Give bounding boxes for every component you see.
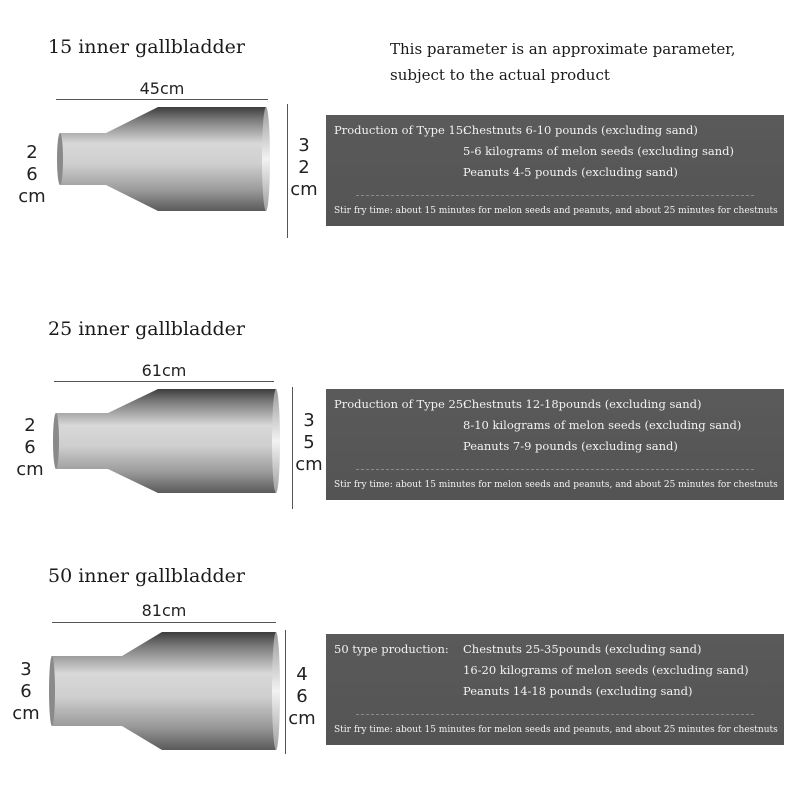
- outlet-dimension-line: [292, 387, 293, 509]
- production-label: 50 type production:: [334, 642, 449, 656]
- panel-divider: [356, 195, 754, 196]
- capacity-peanuts: Peanuts 14-18 pounds (excluding sand): [463, 684, 693, 698]
- capacity-melon-seeds: 8-10 kilograms of melon seeds (excluding sand): [463, 418, 742, 432]
- production-panel: [326, 389, 784, 500]
- length-dimension-line: [56, 99, 268, 100]
- length-label: 61cm: [141, 361, 187, 380]
- inlet-diameter-label: 3 6 cm: [12, 659, 40, 724]
- drum-diagram: [48, 628, 284, 754]
- drum-diagram: [52, 385, 282, 497]
- outlet-diameter-label: 3 2 cm: [290, 135, 318, 200]
- capacity-chestnuts: Chestnuts 12-18pounds (excluding sand): [463, 397, 702, 411]
- stir-fry-time: Stir fry time: about 15 minutes for melon seeds and peanuts, and about 25 minutes for chestnuts: [334, 725, 778, 735]
- production-label: Production of Type 15:: [334, 123, 467, 137]
- production-label: Production of Type 25:: [334, 397, 467, 411]
- length-dimension-line: [52, 622, 276, 623]
- outlet-dimension-line: [285, 630, 286, 754]
- capacity-melon-seeds: 16-20 kilograms of melon seeds (excluding sand): [463, 663, 749, 677]
- section-title: 25 inner gallbladder: [48, 318, 245, 340]
- stir-fry-time: Stir fry time: about 15 minutes for melon seeds and peanuts, and about 25 minutes for chestnuts: [334, 480, 778, 490]
- capacity-chestnuts: Chestnuts 25-35pounds (excluding sand): [463, 642, 702, 656]
- production-panel: [326, 115, 784, 226]
- length-label: 45cm: [139, 79, 185, 98]
- capacity-melon-seeds: 5-6 kilograms of melon seeds (excluding sand): [463, 144, 735, 158]
- production-panel: [326, 634, 784, 745]
- inlet-diameter-label: 2 6 cm: [16, 415, 44, 480]
- stir-fry-time: Stir fry time: about 15 minutes for melon seeds and peanuts, and about 25 minutes for chestnuts: [334, 206, 778, 216]
- length-dimension-line: [54, 381, 274, 382]
- panel-divider: [356, 469, 754, 470]
- disclaimer-note: [390, 36, 736, 88]
- panel-divider: [356, 714, 754, 715]
- drum-diagram: [56, 103, 280, 215]
- outlet-dimension-line: [287, 104, 288, 238]
- section-title: 15 inner gallbladder: [48, 36, 245, 58]
- disclaimer-line-2: subject to the actual product: [390, 66, 610, 84]
- length-label: 81cm: [141, 601, 187, 620]
- disclaimer-line-1: This parameter is an approximate parameter,: [390, 40, 736, 58]
- capacity-peanuts: Peanuts 4-5 pounds (excluding sand): [463, 165, 678, 179]
- capacity-chestnuts: Chestnuts 6-10 pounds (excluding sand): [463, 123, 698, 137]
- outlet-diameter-label: 3 5 cm: [295, 410, 323, 475]
- outlet-diameter-label: 4 6 cm: [288, 664, 316, 729]
- section-title: 50 inner gallbladder: [48, 565, 245, 587]
- inlet-diameter-label: 2 6 cm: [18, 142, 46, 207]
- capacity-peanuts: Peanuts 7-9 pounds (excluding sand): [463, 439, 678, 453]
